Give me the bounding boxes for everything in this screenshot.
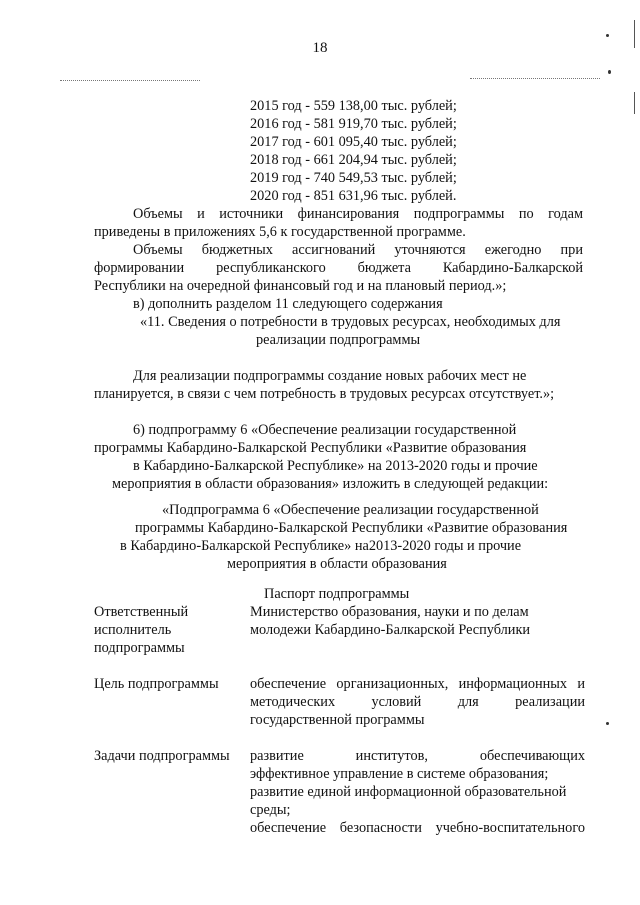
passport-title: Паспорт подпрограммы [264, 586, 410, 602]
scan-speck [606, 722, 609, 725]
scan-dotted-line-right [470, 78, 600, 80]
passport-value-line: развитие единой информационной образовательной [250, 784, 567, 800]
passport-value-line: Министерство образования, науки и по делам [250, 604, 529, 620]
paragraph-line: Для реализации подпрограммы создание новых рабочих мест не [133, 368, 527, 384]
passport-label-line: Цель подпрограммы [94, 676, 219, 692]
scan-dotted-line-left [60, 80, 200, 82]
paragraph-line: программы Кабардино-Балкарской Республики «Развитие образования [94, 440, 527, 456]
paragraph-line: Объемы бюджетных ассигнований уточняются ежегодно при [133, 242, 583, 258]
paragraph-line: в Кабардино-Балкарской Республике» на 2013-2020 годы и прочие [133, 458, 538, 474]
scan-speck [606, 34, 609, 37]
passport-label-line: Ответственный [94, 604, 189, 620]
scan-speck [608, 70, 611, 74]
paragraph-line: формировании республиканского бюджета Кабардино-Балкарской [94, 260, 583, 276]
funding-line: 2020 год - 851 631,96 тыс. рублей. [250, 188, 457, 204]
scan-edge-mark [634, 20, 635, 48]
page-number: 18 [312, 40, 328, 56]
subprogram-title-line: мероприятия в области образования [227, 556, 447, 572]
funding-line: 2018 год - 661 204,94 тыс. рублей; [250, 152, 457, 168]
scan-edge-mark [634, 92, 635, 114]
passport-value-line: молодежи Кабардино-Балкарской Республики [250, 622, 531, 638]
paragraph-line: Республики на очередной финансовый год и на плановый период.»; [94, 278, 507, 294]
paragraph-line: Объемы и источники финансирования подпрограммы по годам [133, 206, 583, 222]
section-heading-line: «11. Сведения о потребности в трудовых ресурсах, необходимых для [140, 314, 561, 330]
funding-line: 2016 год - 581 919,70 тыс. рублей; [250, 116, 457, 132]
passport-label-line: исполнитель [94, 622, 172, 638]
passport-value-line: методических условий для реализации [250, 694, 585, 710]
funding-line: 2017 год - 601 095,40 тыс. рублей; [250, 134, 457, 150]
paragraph-line: 6) подпрограмму 6 «Обеспечение реализации государственной [133, 422, 517, 438]
paragraph-line: в) дополнить разделом 11 следующего содержания [133, 296, 443, 312]
paragraph-line: мероприятия в области образования» изложить в следующей редакции: [112, 476, 549, 492]
subprogram-title-line: в Кабардино-Балкарской Республике» на2013-2020 годы и прочие [120, 538, 522, 554]
passport-value-line: обеспечение безопасности учебно-воспитательного [250, 820, 585, 836]
passport-label-line: подпрограммы [94, 640, 185, 656]
paragraph-line: планируется, в связи с чем потребность в трудовых ресурсах отсутствует.»; [94, 386, 555, 402]
funding-line: 2015 год - 559 138,00 тыс. рублей; [250, 98, 457, 114]
subprogram-title-line: «Подпрограмма 6 «Обеспечение реализации государственной [162, 502, 539, 518]
passport-value-line: обеспечение организационных, информационных и [250, 676, 585, 692]
subprogram-title-line: программы Кабардино-Балкарской Республики «Развитие образования [135, 520, 568, 536]
passport-value-line: эффективное управление в системе образования; [250, 766, 549, 782]
passport-label-line: Задачи подпрограммы [94, 748, 230, 764]
section-heading-line: реализации подпрограммы [256, 332, 421, 348]
passport-value-line: государственной программы [250, 712, 425, 728]
passport-value-line: развитие институтов, обеспечивающих [250, 748, 585, 764]
passport-value-line: среды; [250, 802, 291, 818]
paragraph-line: приведены в приложениях 5,6 к государственной программе. [94, 224, 466, 240]
funding-line: 2019 год - 740 549,53 тыс. рублей; [250, 170, 457, 186]
